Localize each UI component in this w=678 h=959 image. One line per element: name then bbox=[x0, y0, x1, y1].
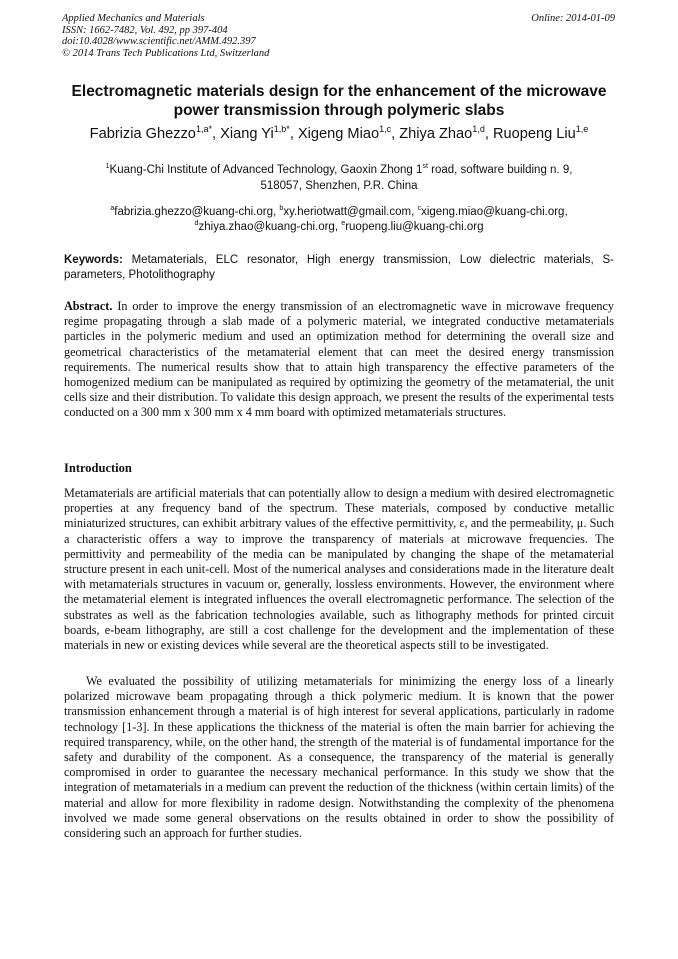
author-name: Ruopeng Liu bbox=[492, 126, 576, 142]
author-affiliation-mark: 1,c bbox=[379, 124, 392, 135]
affiliation-mark: 1 bbox=[105, 162, 110, 171]
email-address[interactable]: zhiya.zhao@kuang-chi.org bbox=[198, 220, 335, 233]
introduction-heading: Introduction bbox=[64, 461, 132, 475]
email-address[interactable]: xy.heriotwatt@gmail.com bbox=[283, 206, 412, 218]
email-mark: a bbox=[110, 204, 115, 213]
email-separator: , bbox=[273, 206, 280, 218]
author-affiliation-mark: 1,b* bbox=[273, 124, 290, 135]
author-affiliation-mark: 1,a* bbox=[195, 124, 213, 135]
email-separator: , bbox=[564, 206, 568, 218]
copyright-line: © 2014 Trans Tech Publications Ltd, Switzerland bbox=[62, 47, 270, 59]
email-list bbox=[60, 205, 618, 234]
journal-name: Applied Mechanics and Materials bbox=[62, 13, 205, 24]
author-separator: , bbox=[212, 126, 221, 142]
introduction-paragraph-1: Metamaterials are artificial materials that can potentially allow to design a medium with desired electromagnetic properties at any frequency band of the spectrum. These materials, composed by conductive metallic miniaturized structures, can exhibit arbitrary values of the effective permittivity, ε, and the permeability, μ. Such a characteristic offers a way to improve the transparency of materials at microwave frequencies. The permittivity and permeability of the media can be manipulated by changing the shape of the metamaterial structure present in each unit-cell. Most of the numerical analyses and considerations made in the literature dealt with metamaterials structures in vacuum or, generally, lossless environments. However, the environment where the metamaterial element is integrated influences the overall electromagnetic performance. The selection of the substrates as well as the fabrication technologies available, such as lithography methods for printed circuit boards, e-beam lithography, are still a cost challenge for the development and the implementation of these materials in new or existing devices while several are the theoretical aspects still to be investigated. bbox=[64, 486, 614, 653]
author-name: Zhiya Zhao bbox=[399, 126, 473, 142]
abstract-label: Abstract. bbox=[64, 299, 113, 313]
author-separator: , bbox=[484, 126, 493, 142]
keywords-text: Metamaterials, ELC resonator, High energy transmission, Low dielectric materials, S-parameters, Photolithography bbox=[64, 254, 614, 281]
author-affiliation-mark: 1,e bbox=[575, 124, 589, 135]
paper-title: Electromagnetic materials design for the enhancement of the microwave power transmission through polymeric slabs bbox=[71, 83, 607, 119]
affiliation-line-1: Kuang-Chi Institute of Advanced Technology, Gaoxin Zhong 1 bbox=[109, 164, 423, 176]
email-address[interactable]: xigeng.miao@kuang-chi.org bbox=[421, 206, 565, 218]
keywords-label: Keywords: bbox=[64, 254, 123, 266]
keywords bbox=[64, 253, 614, 283]
email-address[interactable]: ruopeng.liu@kuang-chi.org bbox=[345, 220, 484, 233]
author-name: Xiang Yi bbox=[220, 126, 274, 142]
issn-line: ISSN: 1662-7482, Vol. 492, pp 397-404 bbox=[62, 24, 228, 36]
author-separator: , bbox=[391, 126, 400, 142]
affiliation-line-1-end: road, software building n. 9, bbox=[427, 164, 573, 176]
doi-line: doi:10.4028/www.scientific.net/AMM.492.397 bbox=[62, 36, 256, 48]
email-separator: , bbox=[334, 220, 342, 233]
author-affiliation-mark: 1,d bbox=[472, 124, 485, 135]
email-mark: b bbox=[279, 204, 284, 213]
affiliation bbox=[60, 162, 618, 194]
email-mark: e bbox=[341, 218, 346, 227]
author-list bbox=[40, 126, 638, 142]
introduction-paragraph-2: We evaluated the possibility of utilizing metamaterials for minimizing the energy loss of a linearly polarized microwave beam propagating through a thick polymeric medium. It is known that the power transmission enhancement through a material is of high interest for several applications, particularly in radome technology [1-3]. In these applications the thickness of the material is often the main barrier for achieving the required transparency, while, on the other hand, the strength of the material is of fundamental importance for the safety and durability of the component. As a consequence, the transparency of the material is generally compromised in order to guarantee the necessary mechanical performance. In this study we show that the integration of metamaterials in a medium can prevent the reduction of the thickness (within certain limits) of the material and allow for more flexibility in radome design. Notwithstanding the complexity of the phenomena involved we made some general observations on the results obtained in order to show the possibility of considering such an approach for further studies. bbox=[64, 674, 614, 841]
author-separator: , bbox=[289, 126, 298, 142]
abstract-text: In order to improve the energy transmission of an electromagnetic wave in microwave frequency regime propagating through a slab made of a polymeric material, we integrated conductive metamaterials particles in the polymeric medium and used an optimization method for determining the overall size and geometrical characteristics of the metamaterial element that can meet the desired energy transmission requirements. The numerical results show that to attain high transparency the effective parameters of the homogenized medium can be manipulated as required by optimizing the geometry of the metamaterial, the unit cells size and their distribution. To validate this design approach, we present the results of the experimental tests conducted on a 300 mm x 300 mm x 4 mm board with optimized metamaterials structures. bbox=[64, 299, 615, 420]
email-address[interactable]: fabrizia.ghezzo@kuang-chi.org bbox=[114, 206, 273, 218]
email-separator: , bbox=[411, 206, 418, 218]
author-name: Fabrizia Ghezzo bbox=[89, 126, 196, 142]
publication-info bbox=[62, 13, 269, 59]
online-date: Online: 2014-01-09 bbox=[531, 13, 615, 24]
author-name: Xigeng Miao bbox=[297, 126, 380, 142]
abstract bbox=[64, 299, 614, 421]
email-mark: c bbox=[417, 204, 422, 213]
ordinal-suffix: st bbox=[422, 162, 428, 171]
affiliation-line-2: 518057, Shenzhen, P.R. China bbox=[260, 180, 418, 192]
email-mark: d bbox=[194, 218, 199, 227]
